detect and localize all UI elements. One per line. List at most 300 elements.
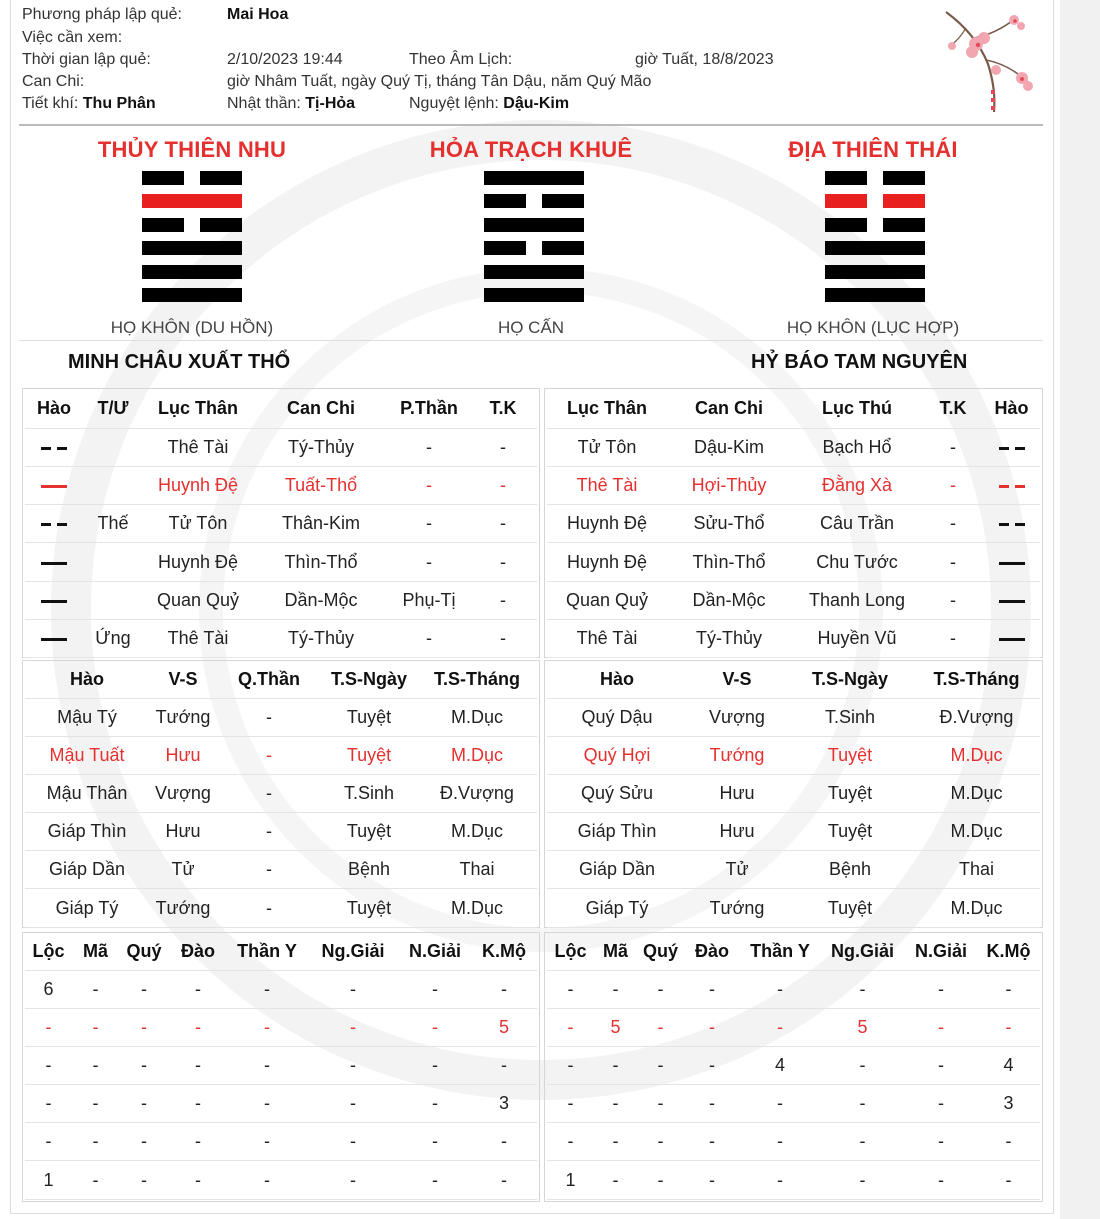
left-vs-cell-1: Tướng bbox=[149, 698, 217, 736]
left-vs-header-3: T.S-Ngày bbox=[321, 662, 417, 698]
left-main-header-3: Can Chi bbox=[253, 390, 389, 428]
left-stars-cell-5: - bbox=[307, 1123, 399, 1161]
left-vs-cell-0: Giáp Thìn bbox=[25, 813, 149, 851]
hexagram-main-family: HỌ KHÔN (DU HỒN) bbox=[110, 318, 274, 337]
left-stars-cell-0: - bbox=[25, 1123, 72, 1161]
right-main-table bbox=[547, 390, 1040, 658]
left-stars-cell-4: - bbox=[227, 1008, 307, 1046]
left-vs-cell-4: Thai bbox=[417, 851, 537, 889]
left-vs-cell-4: M.Dục bbox=[417, 698, 537, 736]
right-vs-table bbox=[547, 662, 1040, 928]
hao-cell bbox=[983, 619, 1040, 657]
table-row bbox=[25, 1046, 537, 1084]
yang-line-icon bbox=[41, 556, 67, 570]
hao-cell bbox=[25, 466, 83, 504]
right-vs-cell-3: M.Dục bbox=[913, 889, 1040, 927]
right-stars-cell-5: 5 bbox=[820, 1008, 905, 1046]
luc-than-cell: Quan Quỷ bbox=[547, 581, 667, 619]
left-vs-cell-3: Bệnh bbox=[321, 851, 417, 889]
right-main-header-2: Lục Thú bbox=[791, 390, 923, 428]
left-stars-cell-3: - bbox=[169, 1161, 227, 1199]
can-chi-cell: Thìn-Thổ bbox=[667, 543, 791, 581]
left-main-header-4: P.Thần bbox=[389, 390, 469, 428]
phuc-than-cell: Phụ-Tị bbox=[389, 581, 469, 619]
left-vs-cell-1: Hưu bbox=[149, 813, 217, 851]
left-vs-cell-4: M.Dục bbox=[417, 813, 537, 851]
tuan-khong-cell: - bbox=[469, 466, 537, 504]
right-vs-cell-2: Tuyệt bbox=[787, 813, 913, 851]
time-value: 2/10/2023 19:44 bbox=[227, 51, 343, 68]
left-stars-cell-0: 1 bbox=[25, 1161, 72, 1199]
table-row bbox=[25, 1008, 537, 1046]
left-stars-header-3: Đào bbox=[169, 934, 227, 970]
right-stars-cell-0: - bbox=[547, 1008, 594, 1046]
yin-line-icon bbox=[999, 479, 1025, 493]
hexagram-divider bbox=[19, 340, 1043, 341]
left-stars-cell-6: - bbox=[399, 1046, 471, 1084]
tietkhi-label: Tiết khí: bbox=[22, 95, 79, 112]
tietkhi-value: Thu Phân bbox=[82, 95, 156, 112]
left-stars-cell-5: - bbox=[307, 970, 399, 1008]
right-stars-cell-1: - bbox=[594, 1161, 637, 1199]
right-stars-cell-3: - bbox=[684, 970, 740, 1008]
tuan-khong-cell: - bbox=[469, 505, 537, 543]
left-stars-header-1: Mã bbox=[72, 934, 119, 970]
right-stars-cell-6: - bbox=[905, 1085, 977, 1123]
right-stars-cell-7: 4 bbox=[977, 1046, 1040, 1084]
the-ung-cell: Thế bbox=[83, 505, 143, 543]
right-stars-header-0: Lộc bbox=[547, 934, 594, 970]
luc-than-cell: Thê Tài bbox=[143, 619, 253, 657]
right-main-header-3: T.K bbox=[923, 390, 983, 428]
can-chi-cell: Tuất-Thổ bbox=[253, 466, 389, 504]
right-vs-header-0: Hào bbox=[547, 662, 687, 698]
method-label: Phương pháp lập quẻ: bbox=[22, 6, 182, 23]
can-chi-cell: Thân-Kim bbox=[253, 505, 389, 543]
table-row bbox=[25, 970, 537, 1008]
hexagram-main-title: THỦY THIÊN NHU bbox=[97, 137, 287, 162]
left-stars-header-0: Lộc bbox=[25, 934, 72, 970]
right-vs-cell-1: Hưu bbox=[687, 774, 787, 812]
luc-than-cell: Tử Tôn bbox=[547, 428, 667, 466]
table-row bbox=[547, 1046, 1040, 1084]
right-stars-cell-4: - bbox=[740, 1008, 820, 1046]
right-stars-cell-7: - bbox=[977, 1161, 1040, 1199]
left-vs-cell-0: Mậu Tuất bbox=[25, 736, 149, 774]
yin-line-icon bbox=[41, 441, 67, 455]
right-stars-cell-7: - bbox=[977, 970, 1040, 1008]
right-stars-cell-5: - bbox=[820, 1085, 905, 1123]
left-vs-cell-3: Tuyệt bbox=[321, 698, 417, 736]
table-row bbox=[547, 1085, 1040, 1123]
table-row bbox=[25, 428, 537, 466]
left-stars-cell-2: - bbox=[119, 1085, 169, 1123]
gua-name-left: MINH CHÂU XUẤT THỔ bbox=[68, 351, 291, 373]
can-chi-cell: Dậu-Kim bbox=[667, 428, 791, 466]
phuc-than-cell: - bbox=[389, 466, 469, 504]
left-stars-cell-7: 3 bbox=[471, 1085, 537, 1123]
tuan-khong-cell: - bbox=[923, 466, 983, 504]
time-label: Thời gian lập quẻ: bbox=[22, 51, 151, 68]
tuan-khong-cell: - bbox=[923, 619, 983, 657]
yang-line-icon bbox=[999, 632, 1025, 646]
canchi-value: giờ Nhâm Tuất, ngày Quý Tị, tháng Tân Dậu, năm Quý Mão bbox=[227, 73, 652, 90]
right-vs-cell-3: Thai bbox=[913, 851, 1040, 889]
right-stars-header-6: N.Giải bbox=[905, 934, 977, 970]
tuan-khong-cell: - bbox=[923, 505, 983, 543]
left-stars-cell-5: - bbox=[307, 1161, 399, 1199]
left-stars-cell-5: - bbox=[307, 1008, 399, 1046]
left-vs-cell-0: Giáp Tý bbox=[25, 889, 149, 927]
yang-line-icon bbox=[142, 194, 242, 208]
left-stars-cell-1: - bbox=[72, 1123, 119, 1161]
yang-line-icon bbox=[41, 479, 67, 493]
the-ung-cell bbox=[83, 428, 143, 466]
right-stars-cell-4: - bbox=[740, 970, 820, 1008]
the-ung-cell: Ứng bbox=[83, 619, 143, 657]
hao-cell bbox=[25, 428, 83, 466]
left-stars-cell-0: - bbox=[25, 1008, 72, 1046]
left-stars-cell-1: - bbox=[72, 1085, 119, 1123]
left-vs-header-4: T.S-Tháng bbox=[417, 662, 537, 698]
right-stars-cell-6: - bbox=[905, 1008, 977, 1046]
right-vs-cell-1: Tướng bbox=[687, 736, 787, 774]
divination-sheet bbox=[10, 0, 1054, 1214]
left-main-table bbox=[25, 390, 537, 658]
luc-than-cell: Tử Tôn bbox=[143, 505, 253, 543]
table-row bbox=[547, 466, 1040, 504]
lunar-label: Theo Âm Lịch: bbox=[409, 51, 513, 68]
right-stars-cell-3: - bbox=[684, 1085, 740, 1123]
nguyetlenh bbox=[409, 95, 569, 113]
left-stars-cell-6: - bbox=[399, 1085, 471, 1123]
right-vs-cell-2: Tuyệt bbox=[787, 736, 913, 774]
left-stars-cell-5: - bbox=[307, 1046, 399, 1084]
right-stars-cell-0: - bbox=[547, 1046, 594, 1084]
right-vs-header-3: T.S-Tháng bbox=[913, 662, 1040, 698]
plum-blossom-icon bbox=[936, 4, 1036, 116]
hao-cell bbox=[25, 543, 83, 581]
table-row bbox=[547, 505, 1040, 543]
right-stars-cell-7: - bbox=[977, 1123, 1040, 1161]
left-stars-cell-3: - bbox=[169, 1085, 227, 1123]
right-stars-cell-5: - bbox=[820, 1161, 905, 1199]
table-row bbox=[547, 1123, 1040, 1161]
left-vs-cell-2: - bbox=[217, 736, 321, 774]
left-vs-cell-2: - bbox=[217, 813, 321, 851]
yin-line-icon bbox=[825, 171, 925, 185]
table-row bbox=[25, 1123, 537, 1161]
left-stars-cell-4: - bbox=[227, 1123, 307, 1161]
yang-line-icon bbox=[142, 288, 242, 302]
table-row bbox=[547, 889, 1040, 927]
right-vs-cell-1: Vượng bbox=[687, 698, 787, 736]
right-stars-cell-6: - bbox=[905, 1046, 977, 1084]
table-row bbox=[25, 466, 537, 504]
nhatthan-label: Nhật thần: bbox=[227, 95, 301, 112]
table-row bbox=[25, 1085, 537, 1123]
right-stars-cell-5: - bbox=[820, 970, 905, 1008]
left-stars-cell-0: - bbox=[25, 1085, 72, 1123]
tuan-khong-cell: - bbox=[923, 581, 983, 619]
right-stars-cell-0: - bbox=[547, 1085, 594, 1123]
nguyetlenh-value: Dậu-Kim bbox=[503, 95, 570, 112]
right-vs-cell-3: M.Dục bbox=[913, 736, 1040, 774]
luc-thu-cell: Đằng Xà bbox=[791, 466, 923, 504]
table-row bbox=[25, 1161, 537, 1199]
hao-cell bbox=[983, 543, 1040, 581]
right-stars-cell-3: - bbox=[684, 1046, 740, 1084]
right-stars-header-4: Thần Y bbox=[740, 934, 820, 970]
can-chi-cell: Dần-Mộc bbox=[667, 581, 791, 619]
table-row bbox=[25, 774, 537, 812]
table-row bbox=[25, 505, 537, 543]
left-vs-table bbox=[25, 662, 537, 928]
left-stars-cell-6: - bbox=[399, 1123, 471, 1161]
left-stars-cell-3: - bbox=[169, 1046, 227, 1084]
left-vs-cell-0: Giáp Dần bbox=[25, 851, 149, 889]
left-stars-cell-7: - bbox=[471, 1046, 537, 1084]
left-stars-cell-7: - bbox=[471, 1123, 537, 1161]
left-stars-cell-5: - bbox=[307, 1085, 399, 1123]
left-stars-cell-1: - bbox=[72, 1046, 119, 1084]
right-vs-cell-2: Tuyệt bbox=[787, 774, 913, 812]
table-row bbox=[25, 543, 537, 581]
right-stars-cell-2: - bbox=[637, 1008, 684, 1046]
yang-line-icon bbox=[484, 171, 584, 185]
right-stars-cell-1: - bbox=[594, 1123, 637, 1161]
right-vs-cell-0: Giáp Thìn bbox=[547, 813, 687, 851]
lunar-value: giờ Tuất, 18/8/2023 bbox=[635, 51, 774, 68]
left-stars-cell-3: - bbox=[169, 1123, 227, 1161]
right-main-header-0: Lục Thân bbox=[547, 390, 667, 428]
luc-thu-cell: Câu Trần bbox=[791, 505, 923, 543]
right-stars-cell-1: - bbox=[594, 970, 637, 1008]
hao-cell bbox=[983, 581, 1040, 619]
right-stars-table bbox=[547, 934, 1040, 1200]
table-row bbox=[547, 851, 1040, 889]
right-vs-cell-0: Giáp Tý bbox=[547, 889, 687, 927]
right-main-header-1: Can Chi bbox=[667, 390, 791, 428]
left-main-header-0: Hào bbox=[25, 390, 83, 428]
left-vs-cell-4: Đ.Vượng bbox=[417, 774, 537, 812]
left-stars-cell-2: - bbox=[119, 1008, 169, 1046]
right-stars-cell-6: - bbox=[905, 1123, 977, 1161]
yang-line-icon bbox=[999, 556, 1025, 570]
yang-line-icon bbox=[484, 265, 584, 279]
right-vs-header-2: T.S-Ngày bbox=[787, 662, 913, 698]
can-chi-cell: Sửu-Thổ bbox=[667, 505, 791, 543]
left-stars-cell-1: - bbox=[72, 970, 119, 1008]
right-stars-cell-2: - bbox=[637, 1161, 684, 1199]
left-vs-cell-3: Tuyệt bbox=[321, 813, 417, 851]
method-value: Mai Hoa bbox=[227, 6, 289, 23]
tuan-khong-cell: - bbox=[923, 428, 983, 466]
left-stars-cell-6: - bbox=[399, 1008, 471, 1046]
left-stars-cell-1: - bbox=[72, 1008, 119, 1046]
tuan-khong-cell: - bbox=[923, 543, 983, 581]
table-row bbox=[547, 736, 1040, 774]
table-row bbox=[547, 774, 1040, 812]
right-vs-cell-2: T.Sinh bbox=[787, 698, 913, 736]
table-row bbox=[25, 851, 537, 889]
right-stars-cell-4: - bbox=[740, 1161, 820, 1199]
can-chi-cell: Hợi-Thủy bbox=[667, 466, 791, 504]
left-stars-cell-2: - bbox=[119, 1046, 169, 1084]
yang-line-icon bbox=[41, 632, 67, 646]
left-stars-cell-6: - bbox=[399, 1161, 471, 1199]
right-stars-cell-2: - bbox=[637, 1046, 684, 1084]
nhatthan-value: Tị-Hỏa bbox=[305, 95, 356, 112]
hao-cell bbox=[983, 505, 1040, 543]
right-main-header-4: Hào bbox=[983, 390, 1040, 428]
luc-thu-cell: Huyền Vũ bbox=[791, 619, 923, 657]
yang-line-icon bbox=[825, 288, 925, 302]
left-vs-header-2: Q.Thần bbox=[217, 662, 321, 698]
yin-line-icon bbox=[41, 517, 67, 531]
gua-name-right: HỶ BÁO TAM NGUYÊN bbox=[751, 351, 968, 373]
left-vs-cell-1: Tử bbox=[149, 851, 217, 889]
right-vs-cell-0: Quý Hợi bbox=[547, 736, 687, 774]
right-stars-cell-5: - bbox=[820, 1123, 905, 1161]
yin-line-icon bbox=[142, 218, 242, 232]
tuan-khong-cell: - bbox=[469, 543, 537, 581]
hao-cell bbox=[25, 581, 83, 619]
left-stars-table bbox=[25, 934, 537, 1200]
right-vs-cell-0: Giáp Dần bbox=[547, 851, 687, 889]
the-ung-cell bbox=[83, 543, 143, 581]
left-stars-cell-2: - bbox=[119, 1123, 169, 1161]
yang-line-icon bbox=[41, 594, 67, 608]
left-stars-cell-7: 5 bbox=[471, 1008, 537, 1046]
yin-line-icon bbox=[999, 441, 1025, 455]
right-stars-cell-4: 4 bbox=[740, 1046, 820, 1084]
hexagram-mutual-title: HỎA TRẠCH KHUÊ bbox=[429, 137, 633, 162]
can-chi-cell: Tý-Thủy bbox=[667, 619, 791, 657]
table-row bbox=[25, 736, 537, 774]
left-stars-cell-7: - bbox=[471, 970, 537, 1008]
right-stars-header-2: Quý bbox=[637, 934, 684, 970]
left-vs-cell-2: - bbox=[217, 774, 321, 812]
right-stars-header-3: Đào bbox=[684, 934, 740, 970]
luc-than-cell: Thê Tài bbox=[547, 466, 667, 504]
table-row bbox=[547, 970, 1040, 1008]
left-vs-cell-3: T.Sinh bbox=[321, 774, 417, 812]
right-vs-cell-0: Quý Sửu bbox=[547, 774, 687, 812]
left-vs-cell-4: M.Dục bbox=[417, 736, 537, 774]
left-stars-header-4: Thần Y bbox=[227, 934, 307, 970]
right-vs-cell-2: Tuyệt bbox=[787, 889, 913, 927]
yin-line-icon bbox=[825, 194, 925, 208]
right-stars-header-7: K.Mộ bbox=[977, 934, 1040, 970]
right-stars-cell-3: - bbox=[684, 1161, 740, 1199]
right-stars-cell-0: - bbox=[547, 970, 594, 1008]
right-stars-header-1: Mã bbox=[594, 934, 637, 970]
left-vs-cell-2: - bbox=[217, 889, 321, 927]
left-stars-cell-3: - bbox=[169, 1008, 227, 1046]
right-stars-cell-7: - bbox=[977, 1008, 1040, 1046]
left-vs-cell-1: Vượng bbox=[149, 774, 217, 812]
left-stars-cell-4: - bbox=[227, 1161, 307, 1199]
left-vs-cell-2: - bbox=[217, 698, 321, 736]
left-stars-cell-3: - bbox=[169, 970, 227, 1008]
hao-cell bbox=[25, 505, 83, 543]
left-vs-cell-0: Mậu Tý bbox=[25, 698, 149, 736]
left-main-header-2: Lục Thân bbox=[143, 390, 253, 428]
table-row bbox=[547, 1161, 1040, 1199]
hexagram-changed-title: ĐỊA THIÊN THÁI bbox=[788, 137, 958, 162]
table-row bbox=[547, 543, 1040, 581]
yang-line-icon bbox=[484, 218, 584, 232]
right-vs-cell-0: Quý Dậu bbox=[547, 698, 687, 736]
left-vs-cell-3: Tuyệt bbox=[321, 889, 417, 927]
table-row bbox=[25, 889, 537, 927]
luc-than-cell: Thê Tài bbox=[547, 619, 667, 657]
canchi-label: Can Chi: bbox=[22, 73, 85, 90]
right-stars-cell-6: - bbox=[905, 970, 977, 1008]
table-row bbox=[25, 619, 537, 657]
tuan-khong-cell: - bbox=[469, 428, 537, 466]
right-vs-cell-3: M.Dục bbox=[913, 774, 1040, 812]
yin-line-icon bbox=[825, 218, 925, 232]
left-stars-header-5: Ng.Giải bbox=[307, 934, 399, 970]
header-divider bbox=[19, 124, 1043, 126]
right-stars-cell-2: - bbox=[637, 970, 684, 1008]
left-stars-cell-6: - bbox=[399, 970, 471, 1008]
table-row bbox=[25, 698, 537, 736]
table-row bbox=[547, 581, 1040, 619]
right-vs-cell-3: M.Dục bbox=[913, 813, 1040, 851]
yang-line-icon bbox=[825, 241, 925, 255]
can-chi-cell: Tý-Thủy bbox=[253, 619, 389, 657]
left-vs-cell-1: Hưu bbox=[149, 736, 217, 774]
right-vs-cell-1: Tướng bbox=[687, 889, 787, 927]
luc-thu-cell: Thanh Long bbox=[791, 581, 923, 619]
phuc-than-cell: - bbox=[389, 505, 469, 543]
luc-than-cell: Huynh Đệ bbox=[547, 543, 667, 581]
phuc-than-cell: - bbox=[389, 428, 469, 466]
right-vs-cell-1: Hưu bbox=[687, 813, 787, 851]
left-main-header-1: T/Ư bbox=[83, 390, 143, 428]
hao-cell bbox=[983, 428, 1040, 466]
yin-line-icon bbox=[999, 517, 1025, 531]
left-stars-cell-2: - bbox=[119, 1161, 169, 1199]
nguyetlenh-label: Nguyệt lệnh: bbox=[409, 95, 499, 112]
left-stars-header-6: N.Giải bbox=[399, 934, 471, 970]
yin-line-icon bbox=[142, 171, 242, 185]
page-scrollbar-track[interactable] bbox=[1060, 0, 1100, 1219]
hao-cell bbox=[983, 466, 1040, 504]
tuan-khong-cell: - bbox=[469, 581, 537, 619]
nhatthan bbox=[227, 95, 355, 113]
yang-line-icon bbox=[142, 265, 242, 279]
the-ung-cell bbox=[83, 581, 143, 619]
left-stars-cell-4: - bbox=[227, 1046, 307, 1084]
hexagram-mutual-family: HỌ CẤN bbox=[497, 318, 565, 337]
yang-line-icon bbox=[825, 265, 925, 279]
left-stars-header-7: K.Mộ bbox=[471, 934, 537, 970]
yang-line-icon bbox=[484, 288, 584, 302]
yin-line-icon bbox=[484, 194, 584, 208]
yang-line-icon bbox=[142, 241, 242, 255]
the-ung-cell bbox=[83, 466, 143, 504]
left-stars-cell-1: - bbox=[72, 1161, 119, 1199]
table-row bbox=[547, 1008, 1040, 1046]
left-stars-cell-4: - bbox=[227, 970, 307, 1008]
can-chi-cell: Dần-Mộc bbox=[253, 581, 389, 619]
luc-than-cell: Huynh Đệ bbox=[547, 505, 667, 543]
right-stars-cell-1: 5 bbox=[594, 1008, 637, 1046]
